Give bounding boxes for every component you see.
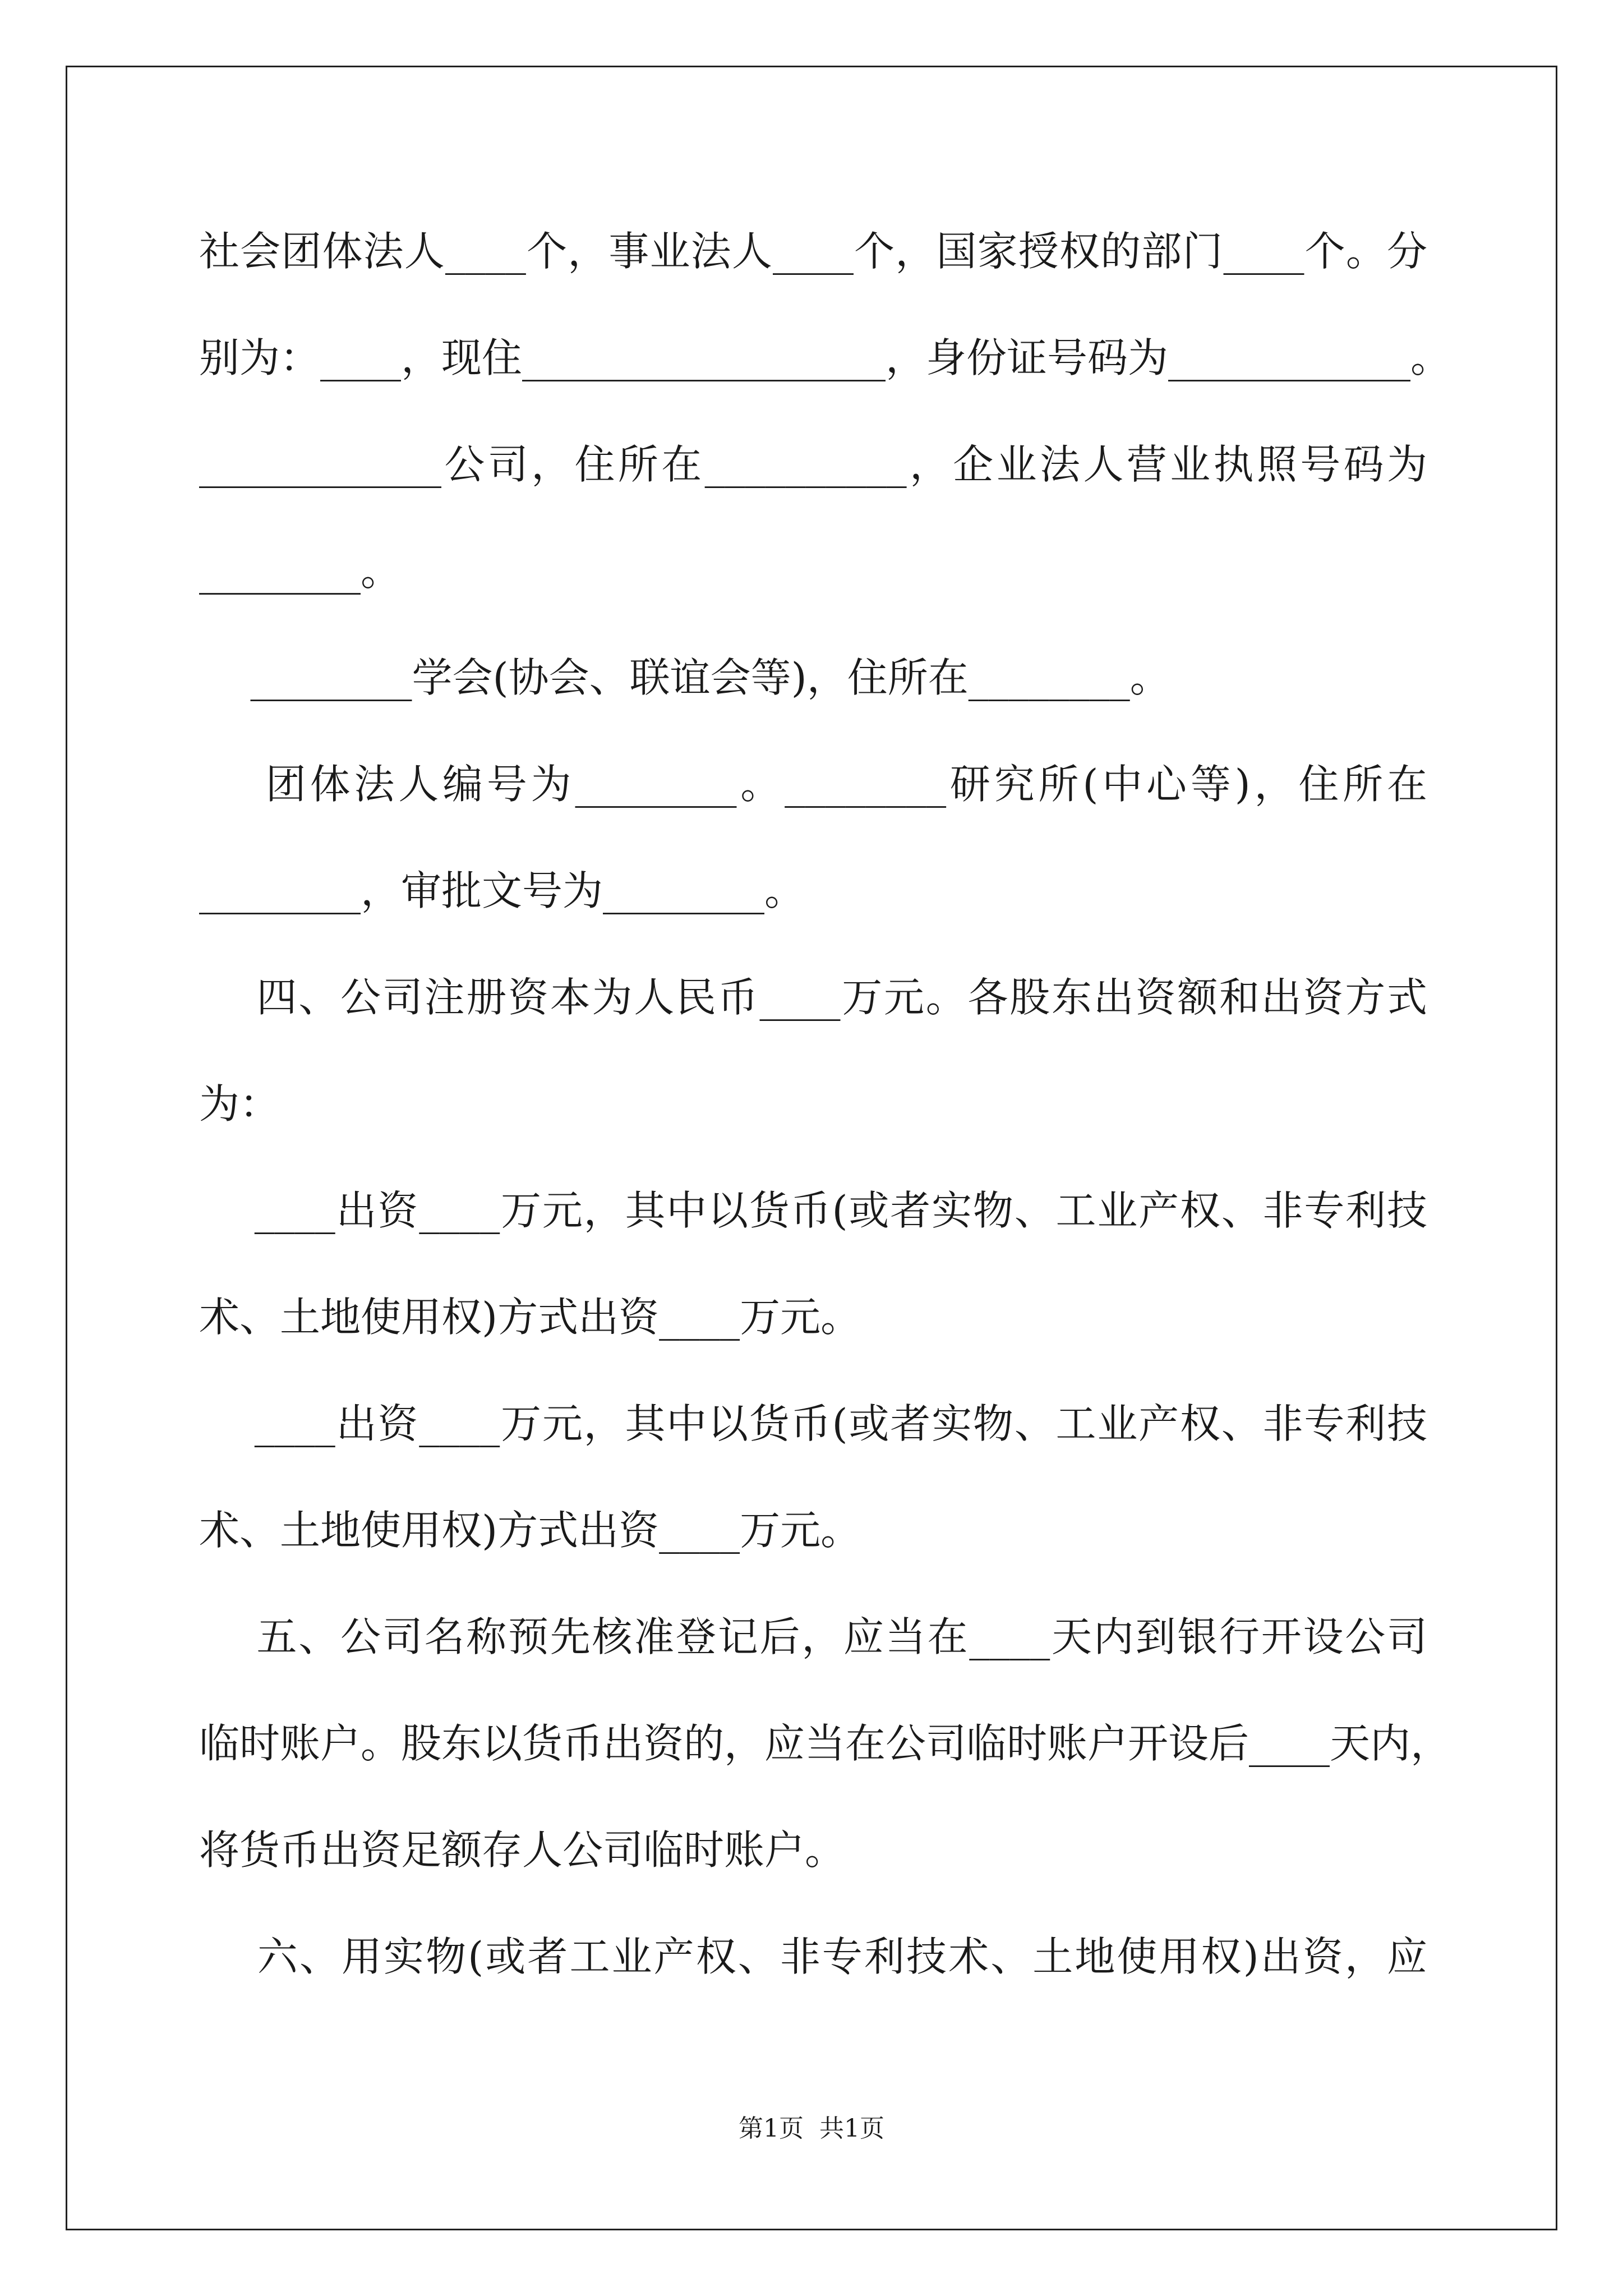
text-line-11: 术、土地使用权)方式出资____万元。 xyxy=(199,1294,861,1341)
text-line-12: ____出资____万元，其中以货币(或者实物、工业产权、非专利技 xyxy=(199,1400,1427,1447)
text-line-3: ____________公司，住所在__________，企业法人营业执照号码为 xyxy=(199,441,1427,488)
text-line-15: 临时账户。股东以货币出资的，应当在公司临时账户开设后____天内， xyxy=(199,1720,1451,1767)
text-line-7: ________，审批文号为________。 xyxy=(199,867,805,914)
text-line-6: 团体法人编号为________。________研究所(中心等)，住所在 xyxy=(199,761,1427,808)
text-line-5: ________学会(协会、联谊会等)，住所在________。 xyxy=(199,654,1170,701)
text-line-4: ________。 xyxy=(199,547,402,595)
text-line-1: 社会团体法人____个，事业法人____个，国家授权的部门____个。分 xyxy=(199,228,1427,275)
text-line-2: 别为：____，现住__________________，身份证号码为____________。 xyxy=(199,334,1451,381)
page-border xyxy=(66,66,1557,2230)
text-line-10: ____出资____万元，其中以货币(或者实物、工业产权、非专利技 xyxy=(199,1187,1427,1234)
page-footer: 第1页 共1页 xyxy=(739,2114,884,2143)
text-line-8: 四、公司注册资本为人民币____万元。各股东出资额和出资方式 xyxy=(199,974,1427,1021)
text-line-17: 六、用实物(或者工业产权、非专利技术、土地使用权)出资，应 xyxy=(199,1933,1427,1980)
text-line-13: 术、土地使用权)方式出资____万元。 xyxy=(199,1507,861,1554)
text-line-16: 将货币出资足额存人公司临时账户。 xyxy=(199,1826,846,1874)
text-line-14: 五、公司名称预先核准登记后，应当在____天内到银行开设公司 xyxy=(199,1613,1427,1660)
text-line-9: 为： xyxy=(199,1080,280,1128)
